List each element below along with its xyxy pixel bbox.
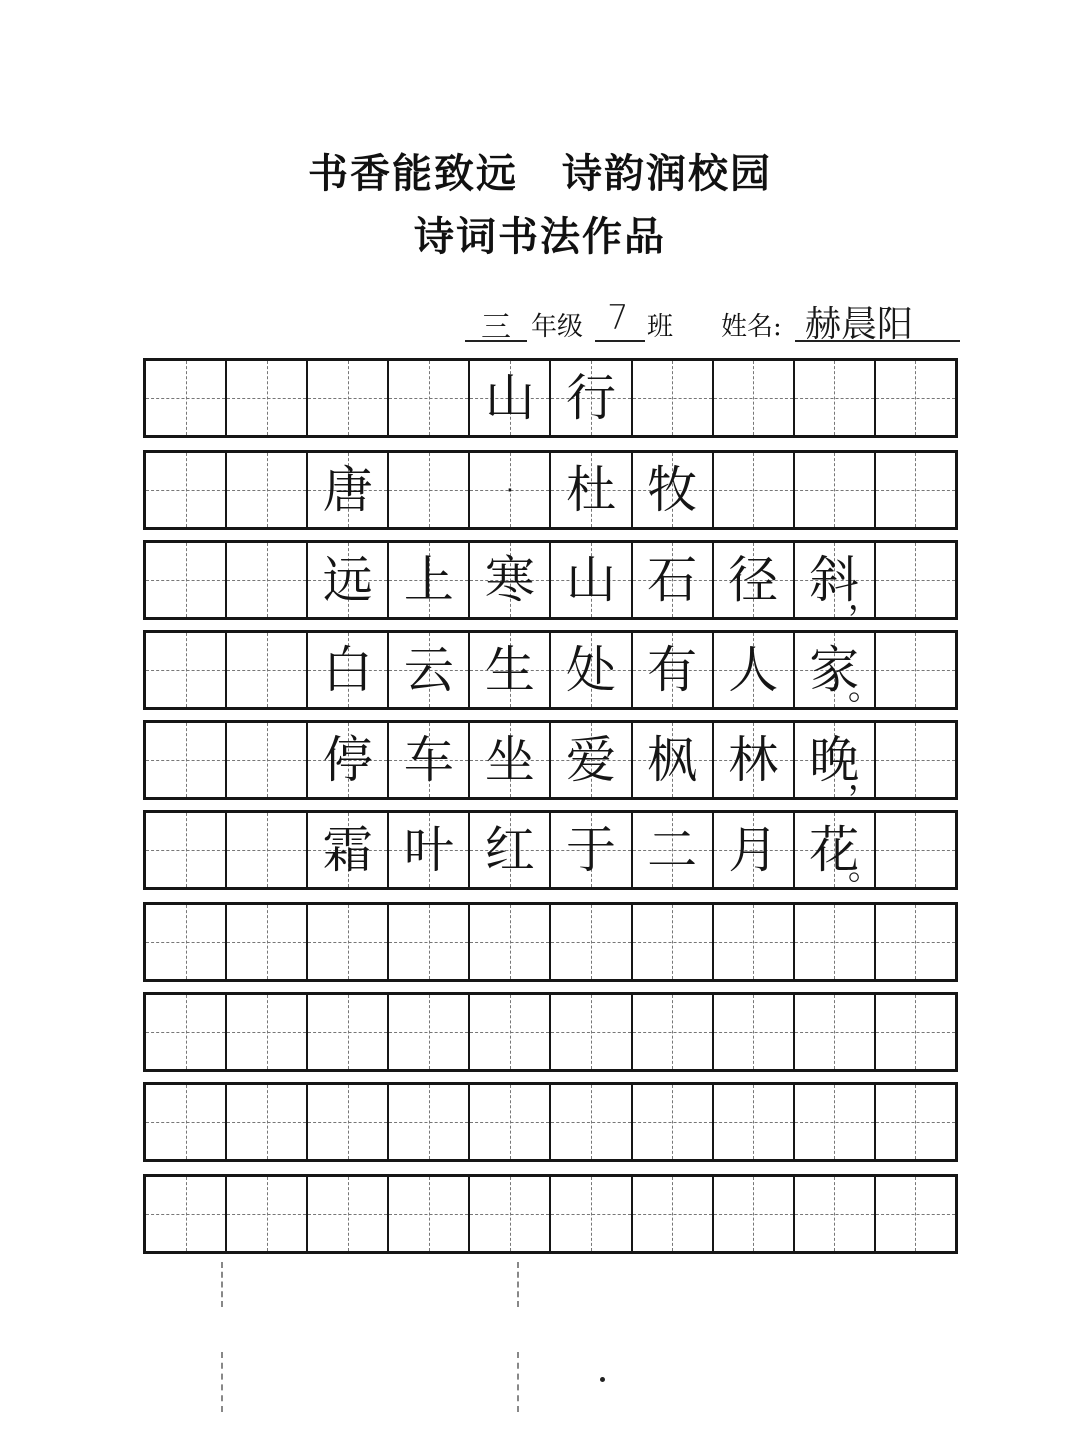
grid-cell bbox=[551, 543, 632, 617]
grid-cell bbox=[308, 723, 389, 797]
handwritten-character: 上 bbox=[403, 551, 454, 609]
grid-cell bbox=[551, 633, 632, 707]
grid-row bbox=[143, 720, 958, 800]
handwritten-character: 径 bbox=[728, 551, 779, 609]
grid-row bbox=[143, 810, 958, 890]
grid-cell bbox=[470, 995, 551, 1069]
grid-cell bbox=[795, 723, 882, 798]
ink-dot bbox=[600, 1377, 605, 1382]
grid-cell bbox=[470, 453, 551, 527]
grid-cell bbox=[470, 813, 551, 887]
grid-cell bbox=[633, 995, 714, 1069]
grid-cell bbox=[876, 995, 955, 1069]
class-label: 班 bbox=[647, 312, 674, 342]
grid-cell bbox=[876, 1177, 955, 1251]
class-value: 7 bbox=[607, 298, 629, 338]
grid-cell bbox=[795, 813, 882, 888]
page-title bbox=[0, 142, 1080, 199]
grid-cell bbox=[551, 361, 632, 435]
grid-cell bbox=[795, 1085, 876, 1159]
handwritten-character: 爱 bbox=[566, 731, 617, 789]
grid-cell bbox=[308, 813, 389, 887]
grid-cell bbox=[876, 453, 955, 527]
grid-row bbox=[143, 358, 958, 438]
grid-cell bbox=[389, 361, 470, 435]
grid-cell bbox=[308, 633, 389, 707]
grid-cell bbox=[795, 1177, 876, 1251]
grid-cell bbox=[714, 905, 795, 979]
grid-cell bbox=[470, 905, 551, 979]
grid-cell bbox=[308, 995, 389, 1069]
grid-cell bbox=[876, 723, 955, 797]
grid-cell bbox=[389, 1177, 470, 1251]
grid-cell bbox=[389, 905, 470, 979]
handwritten-character: 于 bbox=[566, 821, 617, 879]
grid-cell bbox=[633, 1177, 714, 1251]
handwritten-character: 车 bbox=[403, 731, 454, 789]
grid-row bbox=[143, 992, 958, 1072]
grid-cell bbox=[795, 361, 876, 435]
grid-cell bbox=[714, 1085, 795, 1159]
grid-cell bbox=[795, 543, 882, 618]
handwritten-character: 生 bbox=[484, 641, 535, 699]
grid-cell bbox=[551, 723, 632, 797]
punctuation-mark: 。 bbox=[847, 848, 882, 888]
grid-row bbox=[143, 450, 958, 530]
grid-cell bbox=[389, 723, 470, 797]
grid-cell bbox=[146, 1177, 227, 1251]
grid-row bbox=[143, 540, 958, 620]
grid-cell bbox=[876, 905, 955, 979]
grid-cell bbox=[633, 633, 714, 707]
handwritten-character: 停 bbox=[322, 731, 373, 789]
grade-label: 年级 bbox=[531, 312, 584, 342]
handwritten-character: 石 bbox=[647, 551, 698, 609]
grid-cell bbox=[227, 453, 308, 527]
handwritten-character: · bbox=[501, 461, 518, 519]
grid-row bbox=[143, 902, 958, 982]
handwritten-character: 白 bbox=[322, 641, 373, 699]
class-underline bbox=[595, 340, 645, 342]
grid-cell bbox=[470, 361, 551, 435]
handwritten-character: 红 bbox=[484, 821, 535, 879]
grid-cell bbox=[633, 723, 714, 797]
handwritten-character: 枫 bbox=[647, 731, 698, 789]
grade-value: 三 bbox=[481, 310, 511, 345]
grid-cell bbox=[146, 723, 227, 797]
grid-cell bbox=[714, 995, 795, 1069]
grid-cell bbox=[633, 453, 714, 527]
handwritten-character: 人 bbox=[728, 641, 779, 699]
grid-cell bbox=[227, 1085, 308, 1159]
grid-cell bbox=[389, 995, 470, 1069]
handwritten-character: 唐 bbox=[322, 461, 373, 519]
handwritten-character: 行 bbox=[566, 369, 617, 427]
handwritten-character: 牧 bbox=[647, 461, 698, 519]
punctuation-mark: ， bbox=[847, 578, 882, 618]
title-part-1: 书香能致远 bbox=[308, 150, 518, 197]
grid-stub-line bbox=[221, 1262, 223, 1307]
punctuation-mark: ， bbox=[847, 758, 882, 798]
grid-cell bbox=[714, 723, 795, 797]
grid-cell bbox=[308, 905, 389, 979]
grid-cell bbox=[633, 905, 714, 979]
handwritten-character: 处 bbox=[566, 641, 617, 699]
name-label: 姓名: bbox=[721, 312, 782, 342]
handwritten-character: 家 bbox=[809, 641, 860, 699]
grid-row bbox=[143, 1082, 958, 1162]
handwritten-character: 有 bbox=[647, 641, 698, 699]
grid-cell bbox=[470, 1177, 551, 1251]
handwritten-character: 花 bbox=[809, 821, 860, 879]
grid-cell bbox=[389, 1085, 470, 1159]
grid-cell bbox=[389, 543, 470, 617]
grid-cell bbox=[795, 995, 876, 1069]
grid-cell bbox=[633, 543, 714, 617]
grid-cell bbox=[146, 813, 227, 887]
grid-cell bbox=[308, 543, 389, 617]
handwritten-character: 坐 bbox=[484, 731, 535, 789]
grid-cell bbox=[470, 543, 551, 617]
handwritten-character: 晚 bbox=[809, 731, 860, 789]
handwritten-character: 叶 bbox=[403, 821, 454, 879]
grid-cell bbox=[146, 995, 227, 1069]
grid-cell bbox=[876, 633, 955, 707]
grid-cell bbox=[633, 1085, 714, 1159]
grid-cell bbox=[714, 543, 795, 617]
grid-cell bbox=[389, 453, 470, 527]
grid-cell bbox=[714, 633, 795, 707]
title-part-2: 诗韵润校园 bbox=[562, 150, 772, 197]
grid-cell bbox=[227, 905, 308, 979]
grid-cell bbox=[876, 813, 955, 887]
grid-cell bbox=[470, 723, 551, 797]
grid-cell bbox=[714, 1177, 795, 1251]
grid-cell bbox=[389, 813, 470, 887]
grid-cell bbox=[470, 1085, 551, 1159]
handwritten-character: 二 bbox=[647, 821, 698, 879]
handwritten-character: 寒 bbox=[484, 551, 535, 609]
grid-cell bbox=[146, 453, 227, 527]
grid-cell bbox=[551, 905, 632, 979]
grid-cell bbox=[714, 813, 795, 887]
handwritten-character: 月 bbox=[728, 821, 779, 879]
grid-cell bbox=[876, 1085, 955, 1159]
grid-cell bbox=[146, 633, 227, 707]
grid-row bbox=[143, 630, 958, 710]
handwritten-character: 杜 bbox=[566, 461, 617, 519]
handwritten-character: 山 bbox=[566, 551, 617, 609]
grid-cell bbox=[470, 633, 551, 707]
grid-cell bbox=[146, 905, 227, 979]
grid-cell bbox=[633, 361, 714, 435]
grid-row bbox=[143, 1174, 958, 1254]
grid-cell bbox=[308, 361, 389, 435]
grid-cell bbox=[227, 813, 308, 887]
grid-cell bbox=[146, 361, 227, 435]
grid-stub-line bbox=[517, 1352, 519, 1412]
grid-cell bbox=[876, 543, 955, 617]
grid-stub-line bbox=[517, 1262, 519, 1307]
grid-stub-line bbox=[221, 1352, 223, 1412]
grid-cell bbox=[714, 453, 795, 527]
student-name: 赫晨阳 bbox=[805, 304, 914, 345]
grid-cell bbox=[227, 723, 308, 797]
grid-cell bbox=[227, 1177, 308, 1251]
punctuation-mark: 。 bbox=[847, 668, 882, 708]
handwritten-character: 林 bbox=[728, 731, 779, 789]
grid-cell bbox=[551, 1085, 632, 1159]
grid-cell bbox=[551, 995, 632, 1069]
grid-cell bbox=[714, 361, 795, 435]
grid-cell bbox=[795, 905, 876, 979]
page-subtitle: 诗词书法作品 bbox=[414, 213, 666, 260]
grid-cell bbox=[551, 453, 632, 527]
grid-cell bbox=[308, 1177, 389, 1251]
handwritten-character: 云 bbox=[403, 641, 454, 699]
grid-cell bbox=[227, 361, 308, 435]
grid-cell bbox=[551, 813, 632, 887]
handwritten-character: 霜 bbox=[322, 821, 373, 879]
student-info bbox=[465, 296, 960, 346]
grid-cell bbox=[227, 633, 308, 707]
grid-cell bbox=[389, 633, 470, 707]
grid-cell bbox=[308, 453, 389, 527]
grid-cell bbox=[795, 633, 882, 708]
handwritten-character: 山 bbox=[484, 369, 535, 427]
grid-cell bbox=[308, 1085, 389, 1159]
grid-cell bbox=[227, 543, 308, 617]
handwritten-character: 远 bbox=[322, 551, 373, 609]
grid-cell bbox=[227, 995, 308, 1069]
grid-cell bbox=[876, 361, 955, 435]
grid-cell bbox=[633, 813, 714, 887]
grid-cell bbox=[146, 543, 227, 617]
handwritten-character: 斜 bbox=[809, 551, 860, 609]
grid-cell bbox=[146, 1085, 227, 1159]
grid-cell bbox=[551, 1177, 632, 1251]
grid-cell bbox=[795, 453, 876, 527]
